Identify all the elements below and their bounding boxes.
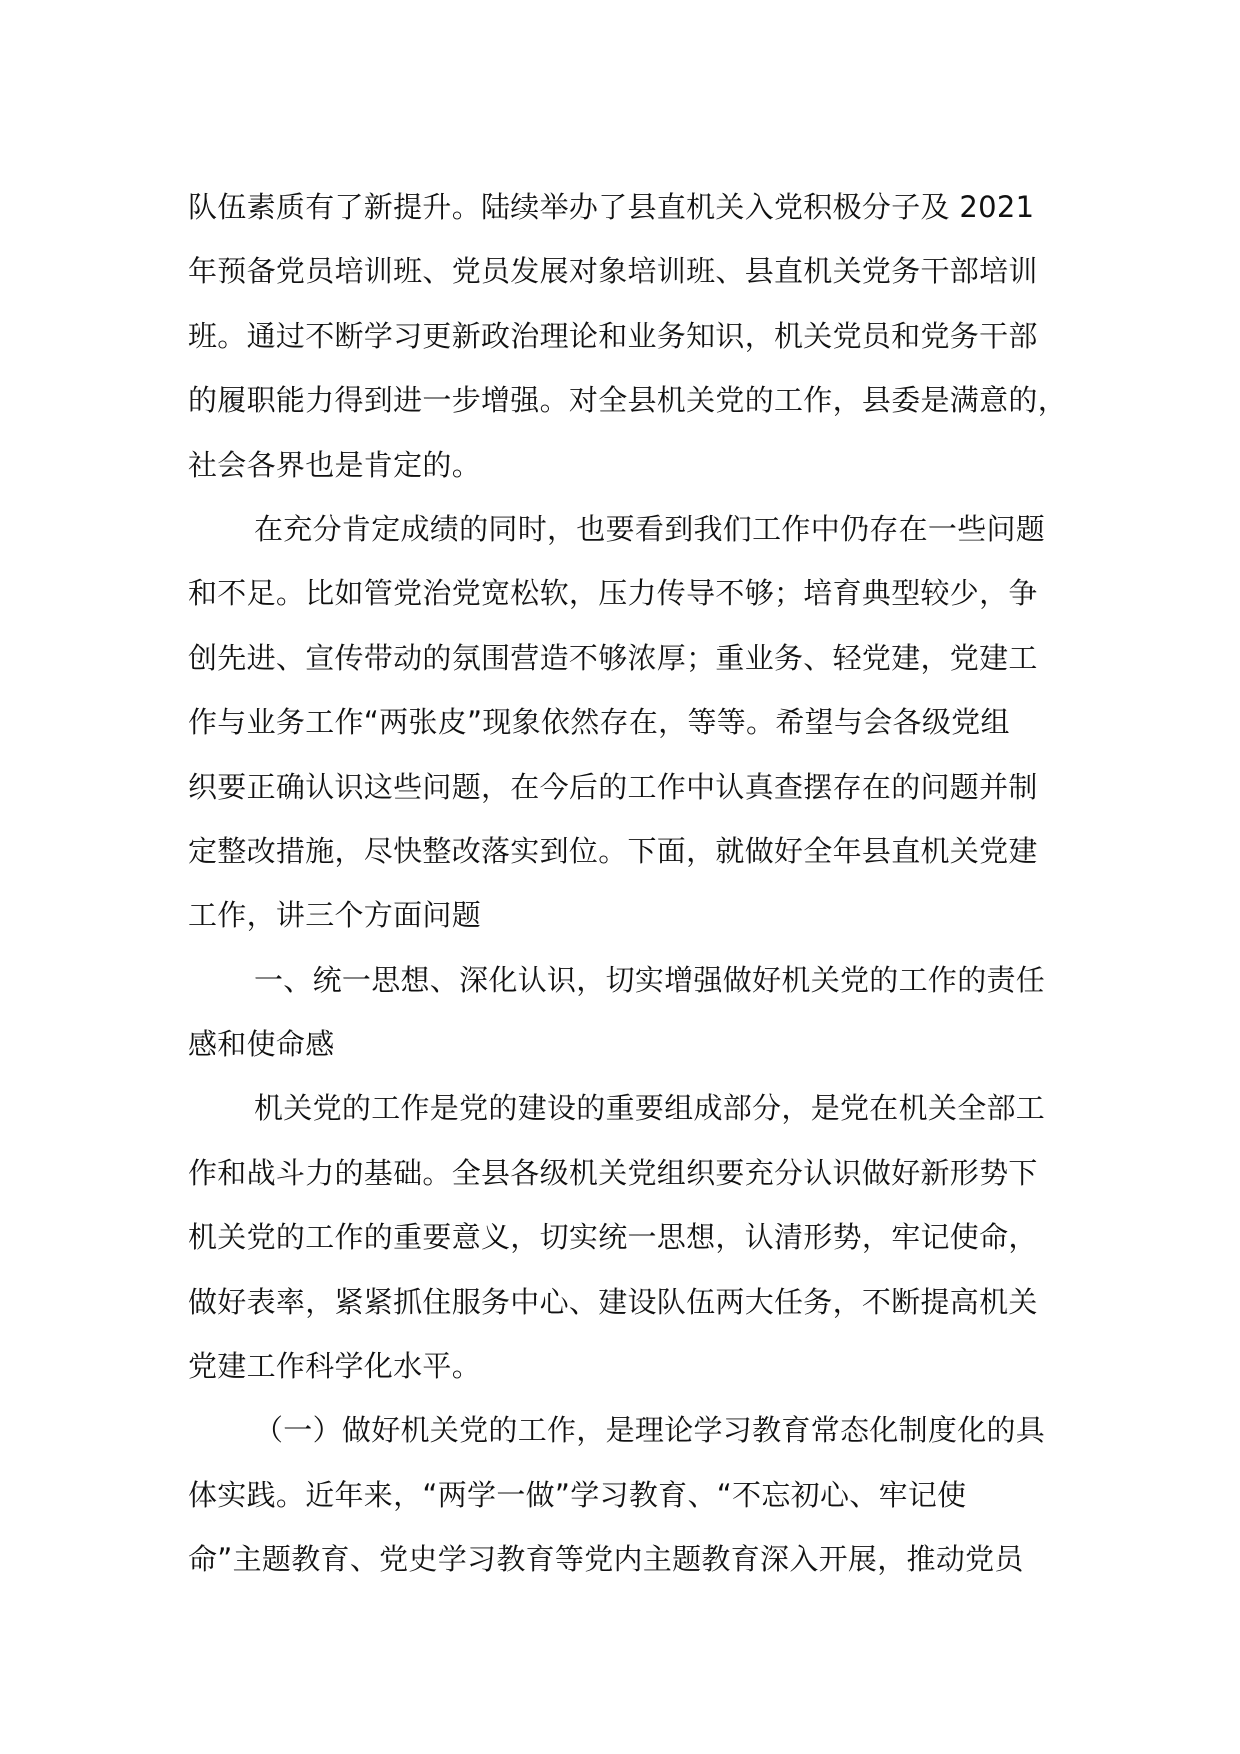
text-line: 命”主题教育、党史学习教育等党内主题教育深入开展，推动党员 (188, 1542, 1024, 1577)
text-line: 作与业务工作“两张皮”现象依然存在，等等。希望与会各级党组 (188, 705, 1010, 740)
text-line: 做好表率，紧紧抓住服务中心、建设队伍两大任务，不断提高机关 (188, 1284, 1038, 1319)
paragraph-first-line: 机关党的工作是党的建设的重要组成部分，是党在机关全部工 (254, 1091, 1046, 1126)
text-line: 党建工作科学化水平。 (188, 1349, 482, 1384)
text-line: 班。通过不断学习更新政治理论和业务知识，机关党员和党务干部 (188, 318, 1038, 353)
text-line: 年预备党员培训班、党员发展对象培训班、县直机关党务干部培训 (188, 254, 1038, 289)
paragraph-first-line: 在充分肯定成绩的同时，也要看到我们工作中仍存在一些问题 (254, 511, 1046, 546)
text-line: 社会各界也是肯定的。 (188, 447, 482, 482)
text-line: 机关党的工作的重要意义，切实统一思想，认清形势，牢记使命， (188, 1220, 1038, 1255)
text-line: 的履职能力得到进一步增强。对全县机关党的工作，县委是满意的， (188, 383, 1068, 418)
text-line: 定整改措施，尽快整改落实到位。下面，就做好全年县直机关党建 (188, 833, 1038, 868)
text-line: 创先进、宣传带动的氛围营造不够浓厚；重业务、轻党建，党建工 (188, 640, 1038, 675)
section-heading-line: 感和使命感 (188, 1027, 335, 1062)
text-line: 作和战斗力的基础。全县各级机关党组织要充分认识做好新形势下 (188, 1155, 1038, 1190)
text-line: 和不足。比如管党治党宽松软，压力传导不够；培育典型较少，争 (188, 576, 1038, 611)
text-line: 工作，讲三个方面问题 (188, 898, 482, 933)
text-line: 织要正确认识这些问题，在今后的工作中认真查摆存在的问题并制 (188, 769, 1038, 804)
paragraph-first-line: （一）做好机关党的工作，是理论学习教育常态化制度化的具 (254, 1413, 1046, 1448)
body-text (188, 175, 1068, 1592)
text-line: 队伍素质有了新提升。陆续举办了县直机关入党积极分子及 2021 (188, 190, 1035, 224)
section-heading-line: 一、统一思想、深化认识，切实增强做好机关党的工作的责任 (254, 962, 1046, 997)
text-line: 体实践。近年来，“两学一做”学习教育、“不忘初心、牢记使 (188, 1477, 967, 1512)
